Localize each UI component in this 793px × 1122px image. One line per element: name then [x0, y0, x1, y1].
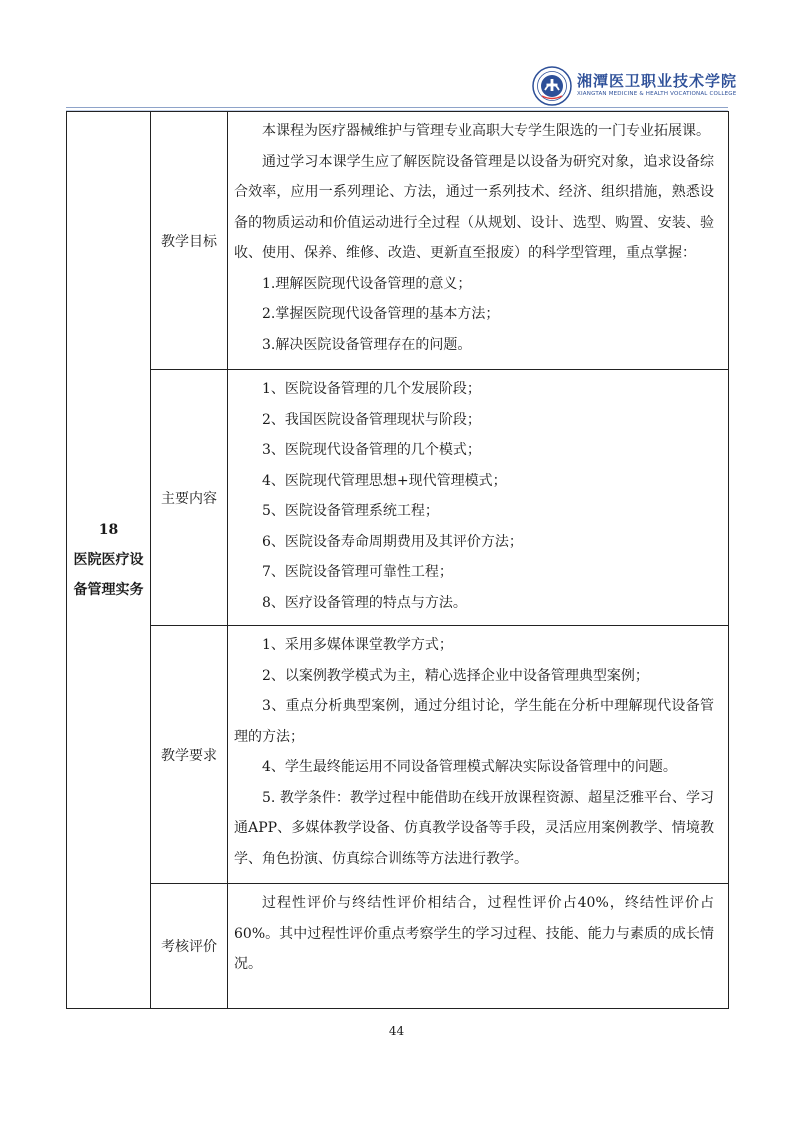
header-rule	[66, 107, 728, 108]
row-teaching-requirements	[67, 626, 729, 884]
content-item: 1、医院设备管理的几个发展阶段；	[262, 381, 481, 397]
assessment-paragraph: 过程性评价与终结性评价相结合，过程性评价占40%，终结性评价占60%。其中过程性评价重点考察学生的学习过程、技能、能力与素质的成长情况。	[234, 895, 714, 972]
course-name-line2: 备管理实务	[73, 582, 144, 598]
row-teaching-goals	[67, 112, 729, 370]
college-emblem-icon	[532, 66, 572, 106]
content-item: 7、医院设备管理可靠性工程；	[262, 564, 453, 580]
goal-paragraph: 通过学习本课学生应了解医院设备管理是以设备为研究对象，追求设备综合效率，应用一系列理论、方法，通过一系列技术、经济、组织措施，熟悉设备的物质运动和价值运动进行全过程（从规划、设计、选型、购置、安装、验收、使用、保养、维修、改造、更新直至报废）的科学型管理，重点掌握：	[234, 153, 714, 261]
content-item: 4、医院现代管理思想+现代管理模式；	[262, 472, 507, 489]
content-teaching-goals	[228, 112, 729, 370]
content-item: 6、医院设备寿命周期费用及其评价方法；	[262, 533, 523, 550]
page-number: 44	[388, 1024, 405, 1038]
content-item: 8、医疗设备管理的特点与方法。	[262, 594, 467, 611]
page-header	[0, 0, 793, 112]
requirement-item: 2、以案例教学模式为主，精心选择企业中设备管理典型案例；	[262, 667, 649, 684]
label-teaching-requirements: 教学要求	[151, 626, 228, 884]
label-assessment: 考核评价	[151, 884, 228, 1009]
goal-paragraph: 2.掌握医院现代设备管理的基本方法；	[262, 306, 500, 322]
label-teaching-goals: 教学目标	[151, 112, 228, 370]
goal-paragraph: 本课程为医疗器械维护与管理专业高职大专学生限选的一门专业拓展课。	[262, 123, 710, 139]
goal-paragraph: 3.解决医院设备管理存在的问题。	[262, 336, 472, 353]
requirement-item: 3、重点分析典型案例，通过分组讨论，学生能在分析中理解现代设备管理的方法；	[234, 698, 714, 745]
row-assessment	[67, 884, 729, 1009]
college-name: 湘潭医卫职业技术学院	[577, 72, 738, 90]
content-assessment	[228, 884, 729, 1009]
course-number: 18	[98, 522, 119, 538]
label-main-content: 主要内容	[151, 370, 228, 626]
requirement-item: 5. 教学条件：教学过程中能借助在线开放课程资源、超星泛雅平台、学习通APP、多媒体教学设备、仿真教学设备等手段，灵活应用案例教学、情境教学、角色扮演、仿真综合训练等方法进行教学。	[234, 789, 714, 867]
course-name-line1: 医院医疗设	[73, 552, 144, 568]
requirement-item: 4、学生最终能运用不同设备管理模式解决实际设备管理中的问题。	[262, 759, 677, 775]
content-item: 3、医院现代设备管理的几个模式；	[262, 442, 481, 458]
college-name-en: XIANGTAN MEDICINE & HEALTH VOCATIONAL COLLEGE	[577, 91, 737, 97]
goal-paragraph: 1.理解医院现代设备管理的意义；	[262, 275, 472, 292]
content-main-content	[228, 370, 729, 626]
content-teaching-requirements	[228, 626, 729, 884]
course-table	[66, 111, 729, 1009]
row-main-content	[67, 370, 729, 626]
content-item: 5、医院设备管理系统工程；	[262, 503, 439, 519]
requirement-item: 1、采用多媒体课堂教学方式；	[262, 637, 453, 653]
course-title-cell	[67, 112, 151, 1009]
content-item: 2、我国医院设备管理现状与阶段；	[262, 411, 481, 428]
